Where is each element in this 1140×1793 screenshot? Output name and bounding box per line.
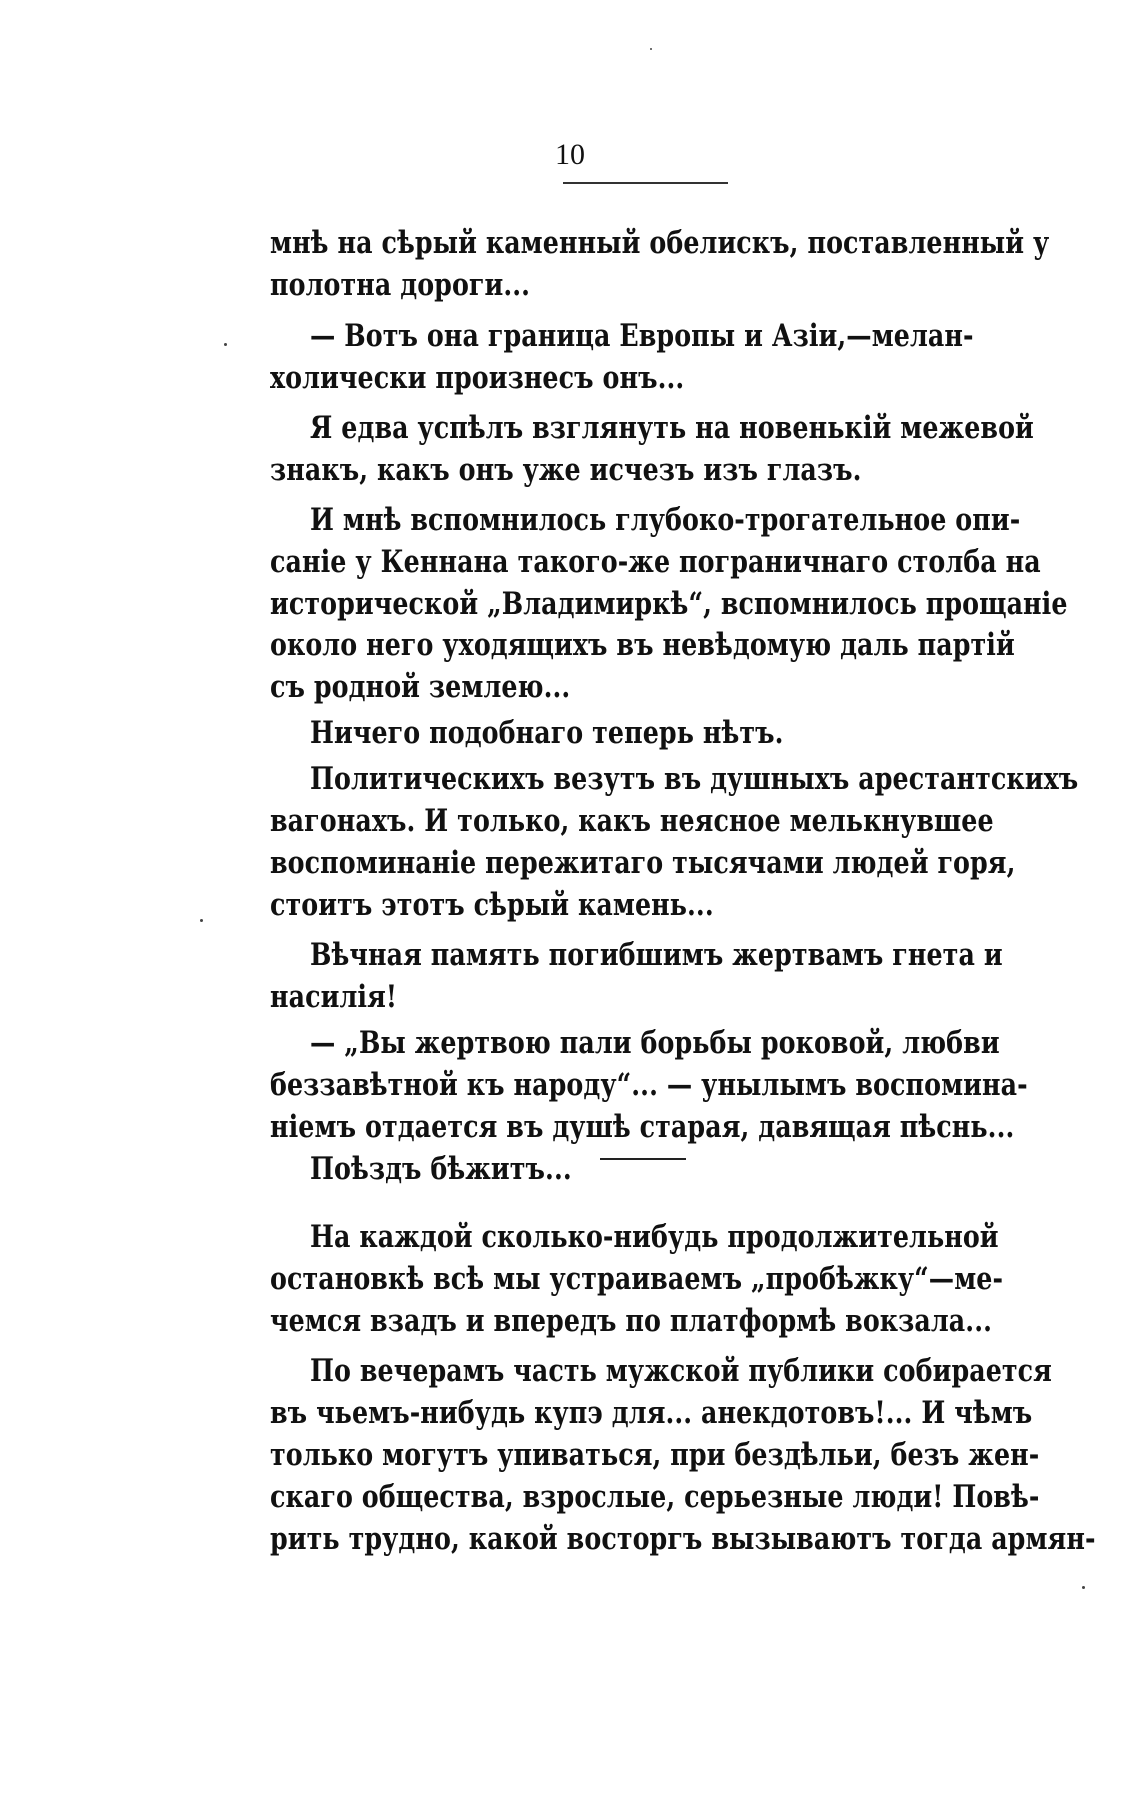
text-line: исторической „Владимиркѣ“, вспомнилось прощаніе: [270, 586, 1068, 622]
text-line: Ничего подобнаго теперь нѣтъ.: [310, 715, 784, 751]
text-line: стоитъ этотъ сѣрый камень...: [270, 887, 714, 923]
paper-speck: [1082, 1586, 1085, 1589]
text-line: И мнѣ вспомнилось глубоко-трогательное опи-: [310, 502, 1021, 538]
text-line: знакъ, какъ онъ уже исчезъ изъ глазъ.: [270, 452, 862, 488]
page-number-rule: [563, 182, 728, 184]
section-divider: [600, 1158, 686, 1160]
page-number: 10: [555, 138, 585, 171]
paper-speck: [200, 919, 203, 922]
text-line: ніемъ отдается въ душѣ старая, давящая пѣснь...: [270, 1109, 1015, 1145]
text-line: По вечерамъ часть мужской публики собирается: [310, 1353, 1052, 1389]
text-line: беззавѣтной къ народу“... — унылымъ воспомина-: [270, 1067, 1028, 1103]
text-line: Вѣчная память погибшимъ жертвамъ гнета и: [310, 937, 1003, 973]
text-line: — Вотъ она граница Европы и Азіи,—мелан-: [310, 318, 974, 354]
text-line: насилія!: [270, 979, 398, 1015]
text-line: около него уходящихъ въ невѣдомую даль партій: [270, 627, 1015, 663]
text-line: На каждой сколько-нибудь продолжительной: [310, 1219, 999, 1255]
text-line: скаго общества, взрослые, серьезные люди! Повѣ-: [270, 1479, 1040, 1515]
text-line: воспоминаніе пережитаго тысячами людей горя,: [270, 845, 1016, 881]
text-line: Политическихъ везутъ въ душныхъ арестантскихъ: [310, 761, 1079, 797]
text-line: вагонахъ. И только, какъ неясное мелькнувшее: [270, 803, 994, 839]
paper-speck: [224, 343, 227, 346]
text-line: — „Вы жертвою пали борьбы роковой, любви: [310, 1025, 1000, 1061]
text-line: только могутъ упиваться, при бездѣльи, безъ жен-: [270, 1437, 1040, 1473]
text-line: рить трудно, какой восторгъ вызываютъ тогда армян-: [270, 1521, 1096, 1557]
paper-speck: [650, 48, 652, 50]
text-line: въ чьемъ-нибудь купэ для... анекдотовъ!... И чѣмъ: [270, 1395, 1033, 1431]
text-line: холически произнесъ онъ...: [270, 360, 685, 396]
text-line: чемся взадъ и впередъ по платформѣ вокзала...: [270, 1303, 992, 1339]
text-line: полотна дороги...: [270, 267, 531, 303]
text-line: саніе у Кеннана такого-же пограничнаго столба на: [270, 544, 1041, 580]
text-line: съ родной землею...: [270, 669, 571, 705]
text-line: Я едва успѣлъ взглянуть на новенькій межевой: [310, 410, 1034, 446]
text-line: остановкѣ всѣ мы устраиваемъ „пробѣжку“—ме-: [270, 1261, 1004, 1297]
text-line: Поѣздъ бѣжитъ...: [310, 1151, 572, 1187]
text-line: мнѣ на сѣрый каменный обелискъ, поставленный у: [270, 225, 1050, 261]
